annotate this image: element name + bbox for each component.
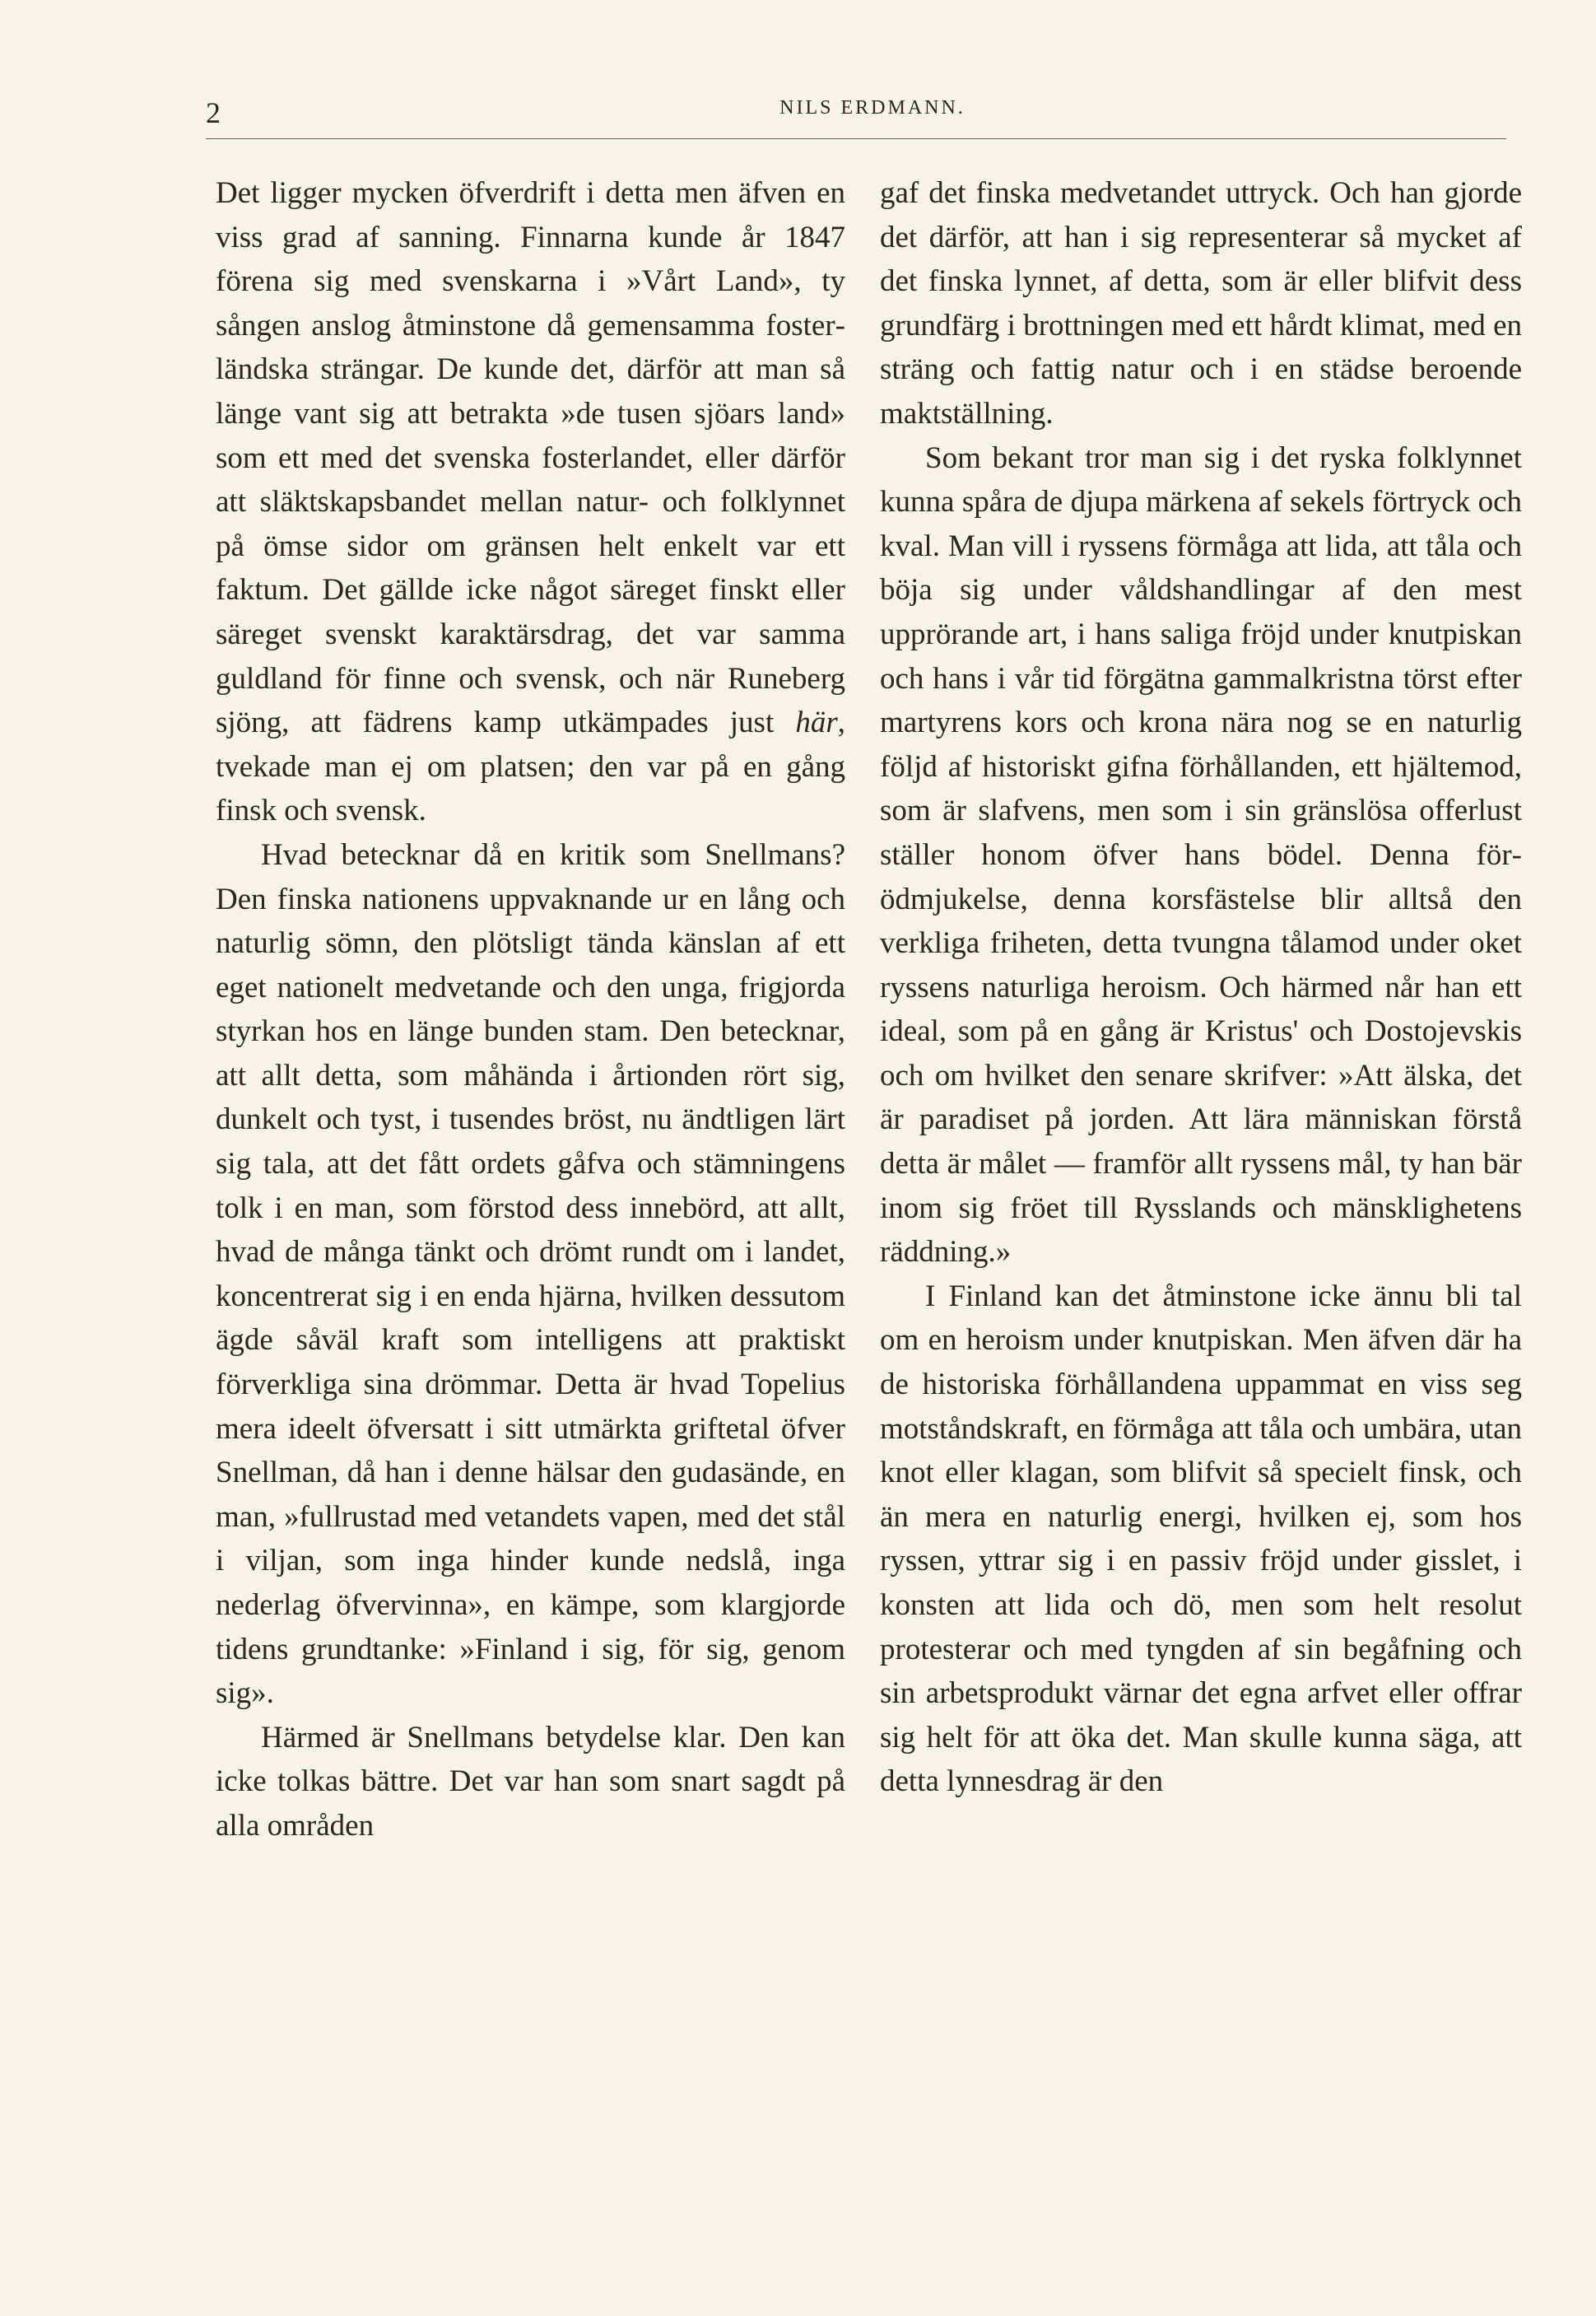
emphasis-text: här xyxy=(795,706,838,740)
left-column xyxy=(216,171,845,1848)
page-header xyxy=(206,91,1539,132)
paragraph: Som bekant tror man sig i det ryska folklynnet kunna spåra de djupa märkena af sekels förtryck och kval. Man vill i ryssens förmåga att lida, att tåla och böja sig under våldshandlingar af den mest upprörande art, i hans saliga fröjd under knutpiskan och hans i vår tid förgätna gammalkristna törst efter martyrens kors och krona nära nog se en naturlig följd af historiskt gifna förhållanden, ett hjältemod, som är slafvens, men som i sin gränslösa offerlust ställer honom öfver hans bödel. Denna förödmjukelse, denna korsfästelse blir alltså den verkliga friheten, detta tvungna tålamod under oket ryssens naturliga heroism. Och härmed når han ett ideal, som på en gång är Kristus' och Dostojevskis och om hvilket den senare skrifver: »Att älska, det är paradiset på jorden. Att lära människan förstå detta är målet — framför allt ryssens mål, ty han bär inom sig fröet till Rysslands och mänsklighetens räddning.» xyxy=(880,440,1522,1270)
running-head: NILS ERDMANN. xyxy=(779,97,966,119)
paragraph: I Finland kan det åtminstone icke ännu bli tal om en heroism under knutpiskan. Men äfven där ha de historiska förhållandena uppammat en viss seg motståndskraft, en förmåga att tåla och umbära, utan knot eller klagan, som blifvit så specielt finsk, och än mera en naturlig energi, hvilken ej, som hos ryssen, yttrar sig i en passiv fröjd under gisslet, i konsten att lida och dö, men som helt resolut protesterar och med tyngden af sin begåfning och sin arbetsprodukt värnar det egna arfvet eller offrar sig helt för att öka det. Man skulle kunna säga, att detta lynnesdrag är den xyxy=(880,1279,1522,1799)
paragraph-text: Det ligger mycken öfverdrift i detta men äfven en viss grad af sanning. Finnarna kunde år 1847 förena sig med svenskarna i »Vårt Land», ty sången anslog åtminstone då gemensamma fosterländska strängar. De kunde det, därför att man så länge vant sig att betrakta »de tusen sjöars land» som ett med det svenska fosterlandet, eller därför att släktskapsbandet mellan natur- och folklynnet på ömse sidor om gränsen helt enkelt var ett faktum. Det gällde icke något säreget finskt eller säreget svenskt karaktärsdrag, det var samma guldland för finne och svensk, och när Runeberg sjöng, att fädrens kamp utkämpades just xyxy=(216,176,845,740)
paragraph: gaf det finska medvetandet uttryck. Och han gjorde det därför, att han i sig representerar så mycket af det finska lynnet, af detta, som är eller blifvit dess grundfärg i brottningen med ett hårdt klimat, med en sträng och fattig natur och i en städse beroende maktställning. xyxy=(880,176,1522,431)
paragraph: Hvad betecknar då en kritik som Snellmans? Den finska nationens uppvaknande ur en lång och naturlig sömn, den plötsligt tända känslan af ett eget nationelt medvetande och den unga, frigjorda styrkan hos en länge bunden stam. Den betecknar, att allt detta, som måhända i årtionden rört sig, dunkelt och tyst, i tusendes bröst, nu ändtligen lärt sig tala, att det fått ordets gåfva och stämningens tolk i en man, som förstod dess innebörd, att allt, hvad de många tänkt och drömt rundt om i landet, koncentrerat sig i en enda hjärna, hvilken dessutom ägde såväl kraft som intelligens att praktiskt förverkliga sina drömmar. Detta är hvad Topelius mera ideelt öfversatt i sitt utmärkta griftetal öfver Snellman, då han i denne hälsar den gudasände, en man, »fullrustad med vetandets vapen, med det stål i viljan, som inga hinder kunde nedslå, inga nederlag öfvervinna», en kämpe, som klargjorde tidens grundtanke: »Finland i sig, för sig, genom sig». xyxy=(216,837,845,1711)
page-number: 2 xyxy=(206,96,221,129)
paragraph xyxy=(216,171,845,833)
paragraph: Härmed är Snellmans betydelse klar. Den kan icke tolkas bättre. Det var han som snart sagdt på alla områden xyxy=(216,1720,845,1843)
header-rule xyxy=(206,138,1506,139)
paragraph-text: , tvekade man ej om platsen; den var på en gång finsk och svensk. xyxy=(216,706,845,828)
right-column xyxy=(880,171,1522,1804)
